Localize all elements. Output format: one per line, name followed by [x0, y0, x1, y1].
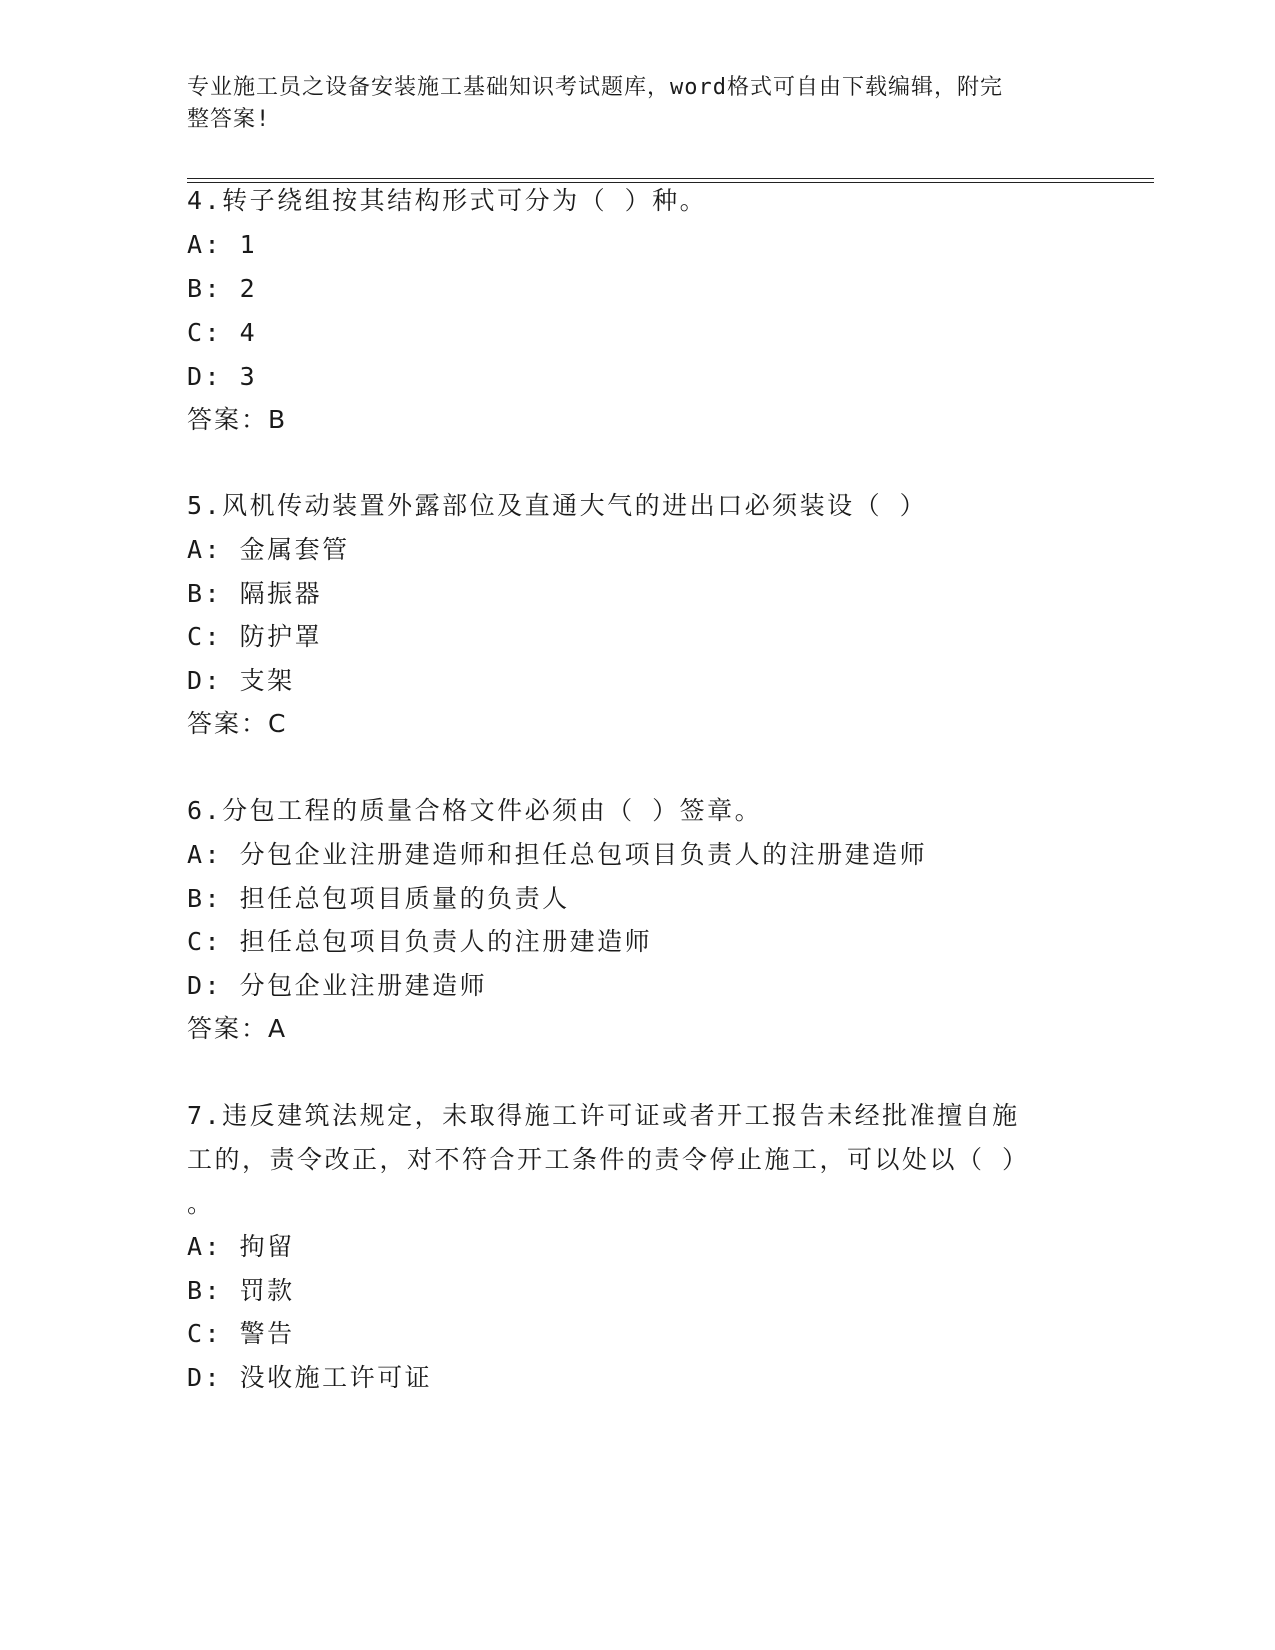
- question-4-option-a: A: 1: [187, 230, 258, 259]
- question-5-option-a: A: 金属套管: [187, 535, 350, 564]
- question-5-answer: 答案：C: [187, 709, 288, 738]
- question-5-option-d: D: 支架: [187, 666, 295, 695]
- question-4-option-c: C: 4: [187, 318, 258, 347]
- question-6-option-c: C: 担任总包项目负责人的注册建造师: [187, 927, 653, 956]
- question-7-stem-line-1: 7.违反建筑法规定，未取得施工许可证或者开工报告未经批准擅自施: [187, 1101, 1020, 1130]
- question-5-option-c: C: 防护罩: [187, 622, 323, 651]
- question-6-option-b: B: 担任总包项目质量的负责人: [187, 884, 570, 913]
- question-7-option-c: C: 警告: [187, 1319, 295, 1348]
- question-6-stem: 6.分包工程的质量合格文件必须由（ ）签章。: [187, 796, 763, 825]
- question-6-option-d: D: 分包企业注册建造师: [187, 971, 488, 1000]
- question-6-option-a: A: 分包企业注册建造师和担任总包项目负责人的注册建造师: [187, 840, 928, 869]
- document-header: [187, 72, 1067, 136]
- question-4-stem: 4.转子绕组按其结构形式可分为（ ）种。: [187, 186, 708, 215]
- question-7-option-a: A: 拘留: [187, 1232, 295, 1261]
- question-6-answer: 答案：A: [187, 1014, 288, 1043]
- question-5-option-b: B: 隔振器: [187, 579, 323, 608]
- header-divider: [187, 178, 1154, 183]
- header-line-2: 整答案!: [187, 107, 271, 132]
- question-5-stem: 5.风机传动装置外露部位及直通大气的进出口必须装设（ ）: [187, 491, 928, 520]
- question-7-stem-line-2: 工的，责令改正，对不符合开工条件的责令停止施工，可以处以（ ）: [187, 1145, 1030, 1174]
- question-4-answer: 答案：B: [187, 405, 288, 434]
- question-4-option-d: D: 3: [187, 362, 258, 391]
- question-7-stem-line-3: 。: [187, 1189, 215, 1218]
- question-7-option-d: D: 没收施工许可证: [187, 1363, 433, 1392]
- question-7-option-b: B: 罚款: [187, 1276, 295, 1305]
- question-4-option-b: B: 2: [187, 274, 258, 303]
- header-line-1: 专业施工员之设备安装施工基础知识考试题库，word格式可自由下载编辑，附完: [187, 75, 1003, 100]
